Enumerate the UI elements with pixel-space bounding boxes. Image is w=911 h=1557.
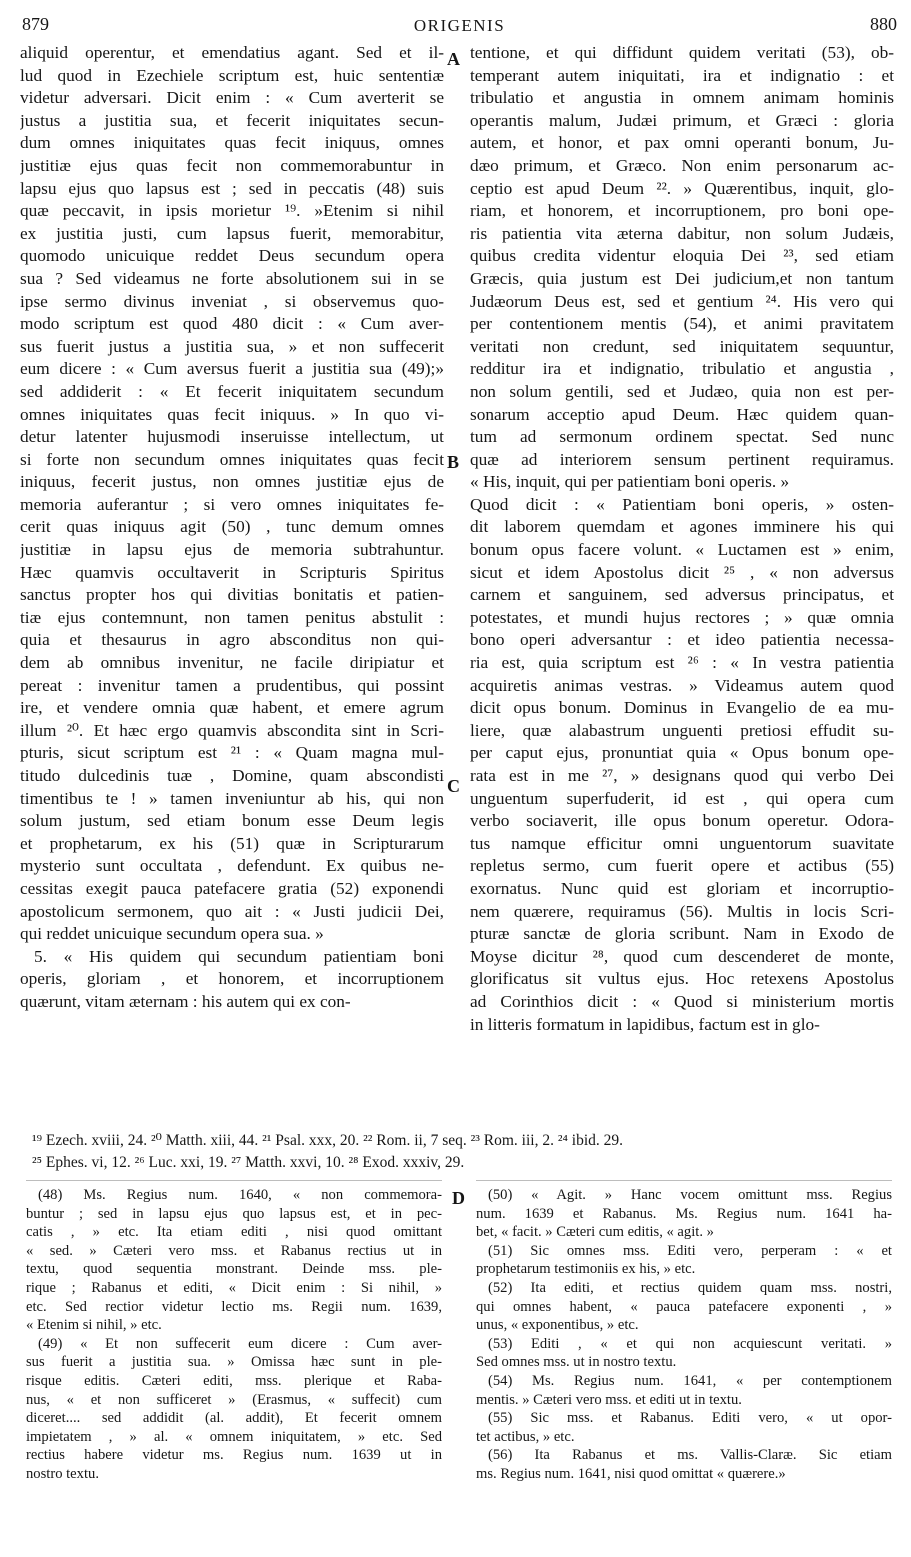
text-line: sanctus propter hos qui divitias bonitatis et patien- bbox=[20, 585, 444, 605]
footnote-line: nus, « et non sufficeret » (Erasmus, « suffecit) cum bbox=[26, 1391, 442, 1408]
text-line: aliquid operentur, et emendatius agant. Sed et il- bbox=[20, 43, 444, 62]
text-line: modo scriptum est quod 480 dicit : « Cum aver- bbox=[20, 314, 444, 334]
text-line: « His, inquit, qui per patientiam boni operis. » bbox=[470, 472, 790, 492]
footnote-line: qui omnes habent, « pauca patefacere exponenti , » bbox=[476, 1298, 892, 1315]
text-line: temperant autem iniquitati, ira et indignatio : et bbox=[470, 65, 894, 85]
text-line: carnem et sanguinem, sed adversus principatus, et bbox=[470, 585, 894, 605]
text-line: mysterio sunt occultata , defendunt. Ex quibus ne- bbox=[20, 856, 444, 876]
notes-divider-right bbox=[476, 1180, 892, 1181]
footnote-line: (49) « Et non suffecerit eum dicere : Cum aver- bbox=[38, 1335, 442, 1352]
text-line: quæ peccavit, in ipsis morietur ¹⁹. »Etenim si nihil bbox=[20, 201, 444, 221]
text-line: ris patientia vita æterna dabitur, non solum Judæis, bbox=[470, 223, 894, 243]
text-line: exornatus. Nunc quid est gloriam et incorruptio- bbox=[470, 878, 894, 898]
text-line: tribulatio et angustia in omnem animam hominis bbox=[470, 88, 894, 108]
text-line: tus namque efficitur omni unguentorum suavitate bbox=[470, 833, 894, 853]
text-line: cerit quas iniquus agit (50) , tunc demum omnes bbox=[20, 517, 444, 537]
footnote-line: ms. Regius num. 1641, nisi quod omittat « quærere.» bbox=[476, 1465, 786, 1482]
text-line: in litteris formatum in lapidibus, factum est in glo- bbox=[470, 1014, 820, 1034]
margin-marker-b: B bbox=[447, 452, 460, 472]
reference-line: ²⁵ Ephes. vi, 12. ²⁶ Luc. xxi, 19. ²⁷ Matth. xxvi, 10. ²⁸ Exod. xxxiv, 29. bbox=[32, 1154, 465, 1171]
running-header bbox=[22, 14, 897, 38]
text-line: tum ad sermonum ordinem spectat. Sed nunc bbox=[470, 427, 894, 447]
text-line: veritati non credunt, sed iniquitatem sequuntur, bbox=[470, 336, 894, 356]
text-line: detur latenter hujusmodi inseruisse intellectum, ut bbox=[20, 427, 444, 447]
text-line: ria est, quia scriptum est ²⁶ : « In vestra patientia bbox=[470, 653, 894, 673]
text-line: iniquus, fecerit justus, non omnes justitiæ ejus de bbox=[20, 472, 444, 492]
text-line: quia et thesaurus in agro absconditus non qui- bbox=[20, 630, 444, 650]
margin-marker-d: D bbox=[452, 1188, 465, 1208]
text-line: ad Corinthios dicit : « Quod si ministerium mortis bbox=[470, 991, 894, 1011]
reference-line: ¹⁹ Ezech. xviii, 24. ²⁰ Matth. xiii, 44. ²¹ Psal. xxx, 20. ²² Rom. ii, 7 seq. ²³ Rom. iii, 2. ²⁴ ibid. 29. bbox=[32, 1132, 623, 1149]
footnote-line: risque editis. Cæteri editi, mss. plerique et Raba- bbox=[26, 1372, 442, 1389]
text-line: dem ab omnibus invenitur, ne facile diripiatur et bbox=[20, 653, 444, 673]
text-line: sus fuerit justus a justitia sua, » et non suffecerit bbox=[20, 336, 444, 356]
footnote-line: bet, « facit. » Cæteri cum editis, « agit. » bbox=[476, 1224, 714, 1241]
text-line: dæo primum, et Græco. Non enim personarum ac- bbox=[470, 155, 894, 175]
page-number-left: 879 bbox=[22, 14, 49, 34]
footnote-line: (55) Sic mss. et Rabanus. Editi vero, « ut opor- bbox=[488, 1410, 892, 1427]
text-line: operantis malum, Judæi primum, et Græci : gloria bbox=[470, 110, 894, 130]
text-line: memoria auferantur ; si vero omnes iniquitates fe- bbox=[20, 494, 444, 514]
page-number-right: 880 bbox=[870, 14, 897, 34]
text-line: sonarum acceptio apud Deum. Hæc quidem quan- bbox=[470, 404, 894, 424]
text-line: Moyse dicitur ²⁸, quod cum descenderet de monte, bbox=[470, 946, 894, 966]
left-text-column bbox=[20, 42, 444, 1014]
page-title: ORIGENIS bbox=[413, 16, 506, 35]
text-line: justus a justitia sua, et fecerit iniquitates secun- bbox=[20, 110, 444, 130]
footnote-line: (50) « Agit. » Hanc vocem omittunt mss. Regius bbox=[488, 1187, 892, 1203]
text-line: dit laborem quemdam et agones imminere his qui bbox=[470, 517, 894, 537]
footnote-line: tet actibus, » etc. bbox=[476, 1428, 575, 1445]
text-line: autem, et honor, et pax omni operanti bonum, Ju- bbox=[470, 133, 894, 153]
footnote-line: (51) Sic omnes mss. Editi vero, perperam : « et bbox=[488, 1242, 892, 1259]
footnote-line: diceret.... sed addidit (al. addit), Et fecerit omnem bbox=[26, 1410, 442, 1427]
text-line: liere, quæ alabastrum unguenti pretiosi effudit su- bbox=[470, 720, 894, 740]
text-line: solum justum, sed etiam bonum esse Deum legis bbox=[20, 811, 444, 831]
footnote-line: mentis. » Cæteri vero mss. et editi ut in textu. bbox=[476, 1391, 742, 1408]
text-line: acquiretis animas vestras. » Videamus autem quod bbox=[470, 675, 894, 695]
text-line: dicit opus bonum. Dominus in Evangelio de ea mu- bbox=[470, 698, 894, 718]
right-text-column bbox=[470, 42, 894, 1036]
text-line: justitiæ ejus quas fecit non commemorabuntur in bbox=[20, 155, 444, 175]
text-line: unguentum superfuderit, id est , qui opera cum bbox=[470, 788, 894, 808]
footnote-line: (53) Editi , « et qui non acquiescunt veritati. » bbox=[488, 1335, 892, 1352]
text-line: Quod dicit : « Patientiam boni operis, » osten- bbox=[470, 494, 894, 514]
footnote-line: sus fuerit a justitia sua. » Omissa hæc sunt in ple- bbox=[26, 1354, 442, 1371]
text-line: pturis, sicut scriptum est ²¹ : « Quam magna mul- bbox=[20, 743, 444, 763]
footnote-line: textu, quod sequentia monstrant. Deinde mss. ple- bbox=[26, 1261, 442, 1278]
footnotes-left bbox=[26, 1186, 442, 1484]
text-line: 5. « His quidem qui secundum patientiam boni bbox=[34, 946, 444, 966]
text-line: titudo dulcedinis tuæ , Domine, quam abscondisti bbox=[20, 766, 444, 785]
footnote-line: prophetarum testimoniis ex his, » etc. bbox=[476, 1261, 696, 1278]
footnote-line: (52) Ita editi, et rectius quidem quam mss. nostri, bbox=[488, 1279, 892, 1296]
text-line: quomodo unicuique reddet Deus secundum opera bbox=[20, 246, 444, 266]
text-line: qui reddet unicuique secundum opera sua. » bbox=[20, 924, 324, 944]
text-line: operis, gloriam , et honorem, et incorruptionem bbox=[20, 969, 444, 989]
text-line: justitiæ in lapsu ejus de memoria subtrahuntur. bbox=[20, 540, 444, 560]
text-line: lud quod in Ezechiele scriptum est, huic sententiæ bbox=[20, 65, 444, 85]
footnote-line: nostro textu. bbox=[26, 1465, 99, 1482]
text-line: quærunt, vitam æternam : his autem qui ex con- bbox=[20, 991, 351, 1011]
text-line: videtur adversari. Dicit enim : « Cum averterit se bbox=[20, 88, 444, 108]
text-line: redditur ira et indignatio, tribulatio et angustia , bbox=[470, 359, 894, 379]
text-line: ceptio est apud Deum ²². » Quærentibus, inquit, glo- bbox=[470, 178, 894, 198]
text-line: riam, et honorem, et incorruptionem, pro boni ope- bbox=[470, 201, 894, 221]
footnote-line: rectius habere videtur ms. Regius num. 1639 ut in bbox=[26, 1447, 442, 1464]
text-line: quibus credita videntur eloquia Dei ²³, sed etiam bbox=[470, 246, 894, 266]
text-line: Græcis, quia justum est Dei judicium,et non tantum bbox=[470, 268, 894, 288]
footnote-line: (48) Ms. Regius num. 1640, « non commemora- bbox=[38, 1187, 442, 1203]
footnote-line: rique ; Rabanus et editi, « Dicit enim : Si nihil, » bbox=[26, 1279, 442, 1296]
text-line: cessitas exegit pauca patefacere gratia (52) exponendi bbox=[20, 878, 444, 898]
footnote-line: unus, « exponentibus, » etc. bbox=[476, 1317, 639, 1334]
text-line: bono operi adversantur : et ideo patientia necessa- bbox=[470, 630, 894, 650]
text-line: ex justitia justi, cum lapsus fuerit, memorabitur, bbox=[20, 223, 444, 243]
text-line: bonum opus facere volunt. « Luctamen est » enim, bbox=[470, 540, 894, 560]
text-line: per caput ejus, pronuntiat quia « Opus bonum ope- bbox=[470, 743, 894, 763]
text-line: apostolicum sermonem, quo ait : « Justi judicii Dei, bbox=[20, 901, 444, 921]
footnote-line: (56) Ita Rabanus et ms. Vallis-Claræ. Sic etiam bbox=[488, 1447, 892, 1464]
text-line: ire, et vendere omnia quæ habent, et emere agrum bbox=[20, 698, 444, 718]
text-line: quæ ad interiorem sensum pertinent requiramus. bbox=[470, 449, 894, 469]
text-line: sed addiderit : « Et fecerit iniquitatem secundum bbox=[20, 381, 444, 401]
footnote-line: Sed omnes mss. ut in nostro textu. bbox=[476, 1354, 677, 1371]
text-line: si forte non secundum omnes iniquitates quas fecit bbox=[20, 449, 444, 469]
footnote-line: num. 1639 et Rabanus. Ms. Regius num. 1641 ha- bbox=[476, 1205, 892, 1222]
footnote-line: « Etenim si nihil, » etc. bbox=[26, 1317, 162, 1334]
text-line: nem quærere, requiramus (56). Multis in locis Scri- bbox=[470, 901, 894, 921]
text-line: Hæc quamvis occultaverit in Scripturis Spiritus bbox=[20, 562, 444, 582]
text-line: dum omnes iniquitates quas fecit iniquus, omnes bbox=[20, 133, 444, 153]
text-line: ipse sermo divinus inveniat , si observemus quo- bbox=[20, 291, 444, 311]
text-line: per contentionem mentis (54), et animi pravitatem bbox=[470, 314, 894, 334]
text-line: glorificatus sit vultus ejus. Hoc retexens Apostolus bbox=[470, 969, 894, 989]
footnote-line: buntur ; sed in lapsu ejus quo lapsus est, et in pec- bbox=[26, 1205, 442, 1222]
text-line: sicut et idem Apostolus dicit ²⁵ , « non adversus bbox=[470, 562, 894, 582]
text-line: sua ? Sed videamus ne forte absolutionem sui in se bbox=[20, 268, 444, 288]
text-line: eum dicere : « Cum aversus fuerit a justitia sua (49);» bbox=[20, 359, 444, 379]
text-line: omnes iniquitates quas fecit iniquus. » In quo vi- bbox=[20, 404, 444, 424]
text-line: tiæ ejus contemnunt, non tamen penitus abstulit : bbox=[20, 607, 444, 627]
text-line: verbo sociaverit, ille opus bonum operetur. Odora- bbox=[470, 811, 894, 831]
margin-marker-c: C bbox=[447, 776, 460, 796]
text-line: et prophetarum, ex his (51) quæ in Scripturarum bbox=[20, 833, 444, 853]
footnote-line: « sed. » Cæteri vero mss. et Rabanus rectius ut in bbox=[26, 1242, 442, 1259]
text-line: repletus sermo, cum fuerit opere et actibus (55) bbox=[470, 856, 894, 876]
text-line: illum ²⁰. Et hæc ergo quamvis abscondita sint in Scri- bbox=[20, 720, 444, 740]
text-line: timentibus te ! » tamen inveniuntur ab his, qui non bbox=[20, 788, 444, 808]
text-line: Judæorum Deus est, sed et gentium ²⁴. His vero qui bbox=[470, 291, 894, 311]
footnote-line: etc. Sed rectior videtur lectio ms. Regii num. 1639, bbox=[26, 1298, 442, 1315]
text-line: lapsu ejus quo lapsus est ; sed in peccatis (48) suis bbox=[20, 178, 444, 198]
footnotes-right bbox=[476, 1186, 892, 1484]
text-line: rata est in me ²⁷, » designans quod qui verbo Dei bbox=[470, 766, 894, 785]
text-line: potestates, et mundi hujus rectores ; » quæ omnia bbox=[470, 607, 894, 627]
footnote-line: catis , » etc. Ita etiam editi , nisi quod omittant bbox=[26, 1224, 442, 1241]
margin-marker-a: A bbox=[447, 49, 460, 69]
scripture-references bbox=[32, 1130, 897, 1174]
text-line: non solum gentili, sed et Judæo, quia non est per- bbox=[470, 381, 894, 401]
footnote-line: (54) Ms. Regius num. 1641, « per contemptionem bbox=[488, 1372, 892, 1389]
text-line: pereat : invenitur tamen a prudentibus, qui possint bbox=[20, 675, 444, 695]
footnote-line: impietatem , » al. « omnem iniquitatem, » etc. Sed bbox=[26, 1428, 442, 1445]
notes-divider-left bbox=[26, 1180, 442, 1181]
text-line: pturæ sanctæ de gloria scribunt. Nam in Exodo de bbox=[470, 924, 894, 944]
text-line: tentione, et qui diffidunt quidem veritati (53), ob- bbox=[470, 43, 894, 62]
